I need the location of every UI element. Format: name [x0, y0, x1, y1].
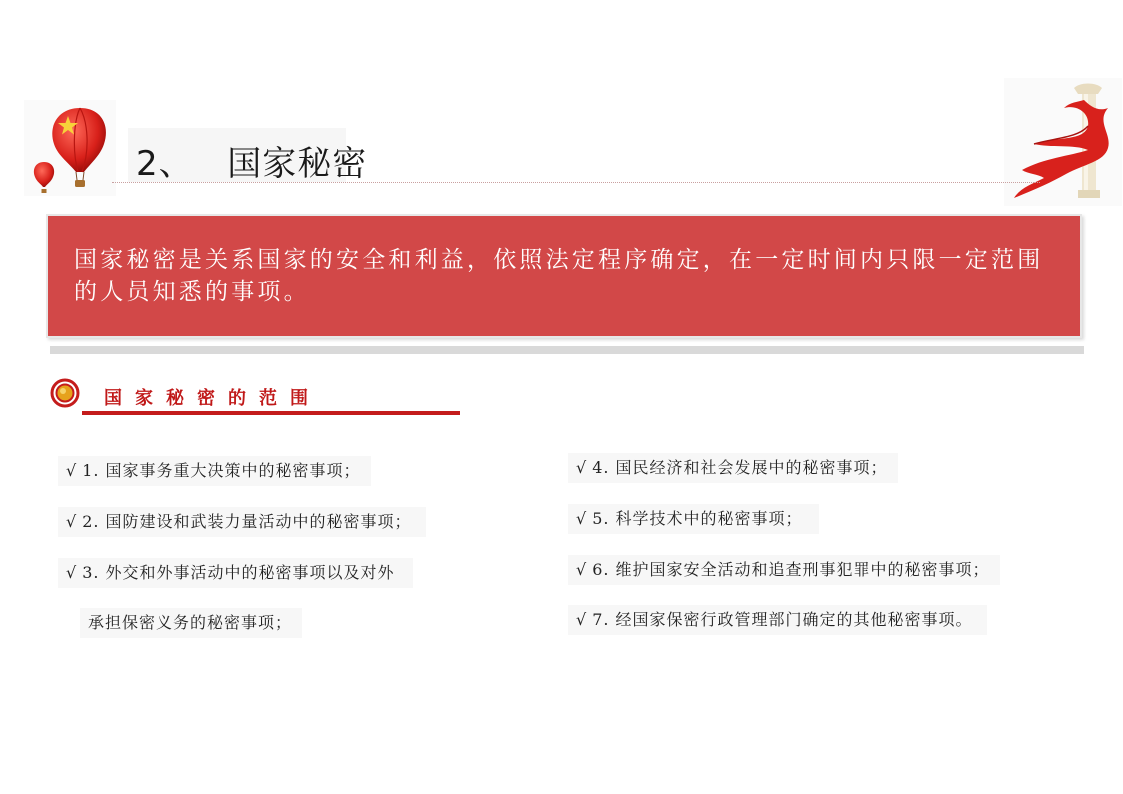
checkmark-icon: √: [576, 610, 587, 629]
hot-air-balloon-icon: [24, 100, 116, 196]
target-circle-icon: [50, 378, 80, 408]
checkmark-icon: √: [66, 512, 77, 531]
checkmark-icon: √: [576, 458, 587, 477]
definition-text: 国家秘密是关系国家的安全和利益，依照法定程序确定，在一定时间内只限一定范围的人员知悉的事项。: [74, 247, 1044, 305]
page-title-text: 国家秘密: [227, 144, 368, 184]
scope-item-6: √ 6. 维护国家安全活动和追查刑事犯罪中的秘密事项；: [568, 555, 1000, 585]
section-title: 国家秘密的范围: [104, 388, 321, 409]
scope-item-7: √ 7. 经国家保密行政管理部门确定的其他秘密事项。: [568, 605, 987, 635]
checkmark-icon: √: [576, 560, 587, 579]
scope-item-3-continued: 承担保密义务的秘密事项；: [80, 608, 302, 638]
section-underline: [82, 411, 460, 415]
page-title: [136, 136, 367, 185]
red-ribbon-column-icon: [1004, 78, 1122, 206]
scope-item-1: √ 1. 国家事务重大决策中的秘密事项；: [58, 456, 371, 486]
scope-item-5: √ 5. 科学技术中的秘密事项；: [568, 504, 819, 534]
panel-shadow-bar: [50, 346, 1084, 354]
scope-item-4: √ 4. 国民经济和社会发展中的秘密事项；: [568, 453, 898, 483]
page-title-number: 2、: [136, 144, 194, 184]
checkmark-icon: √: [66, 563, 77, 582]
checkmark-icon: √: [576, 509, 587, 528]
checkmark-icon: √: [66, 461, 77, 480]
scope-item-2: √ 2. 国防建设和武装力量活动中的秘密事项；: [58, 507, 426, 537]
title-divider: [112, 182, 1040, 183]
scope-item-3: √ 3. 外交和外事活动中的秘密事项以及对外: [58, 558, 413, 588]
